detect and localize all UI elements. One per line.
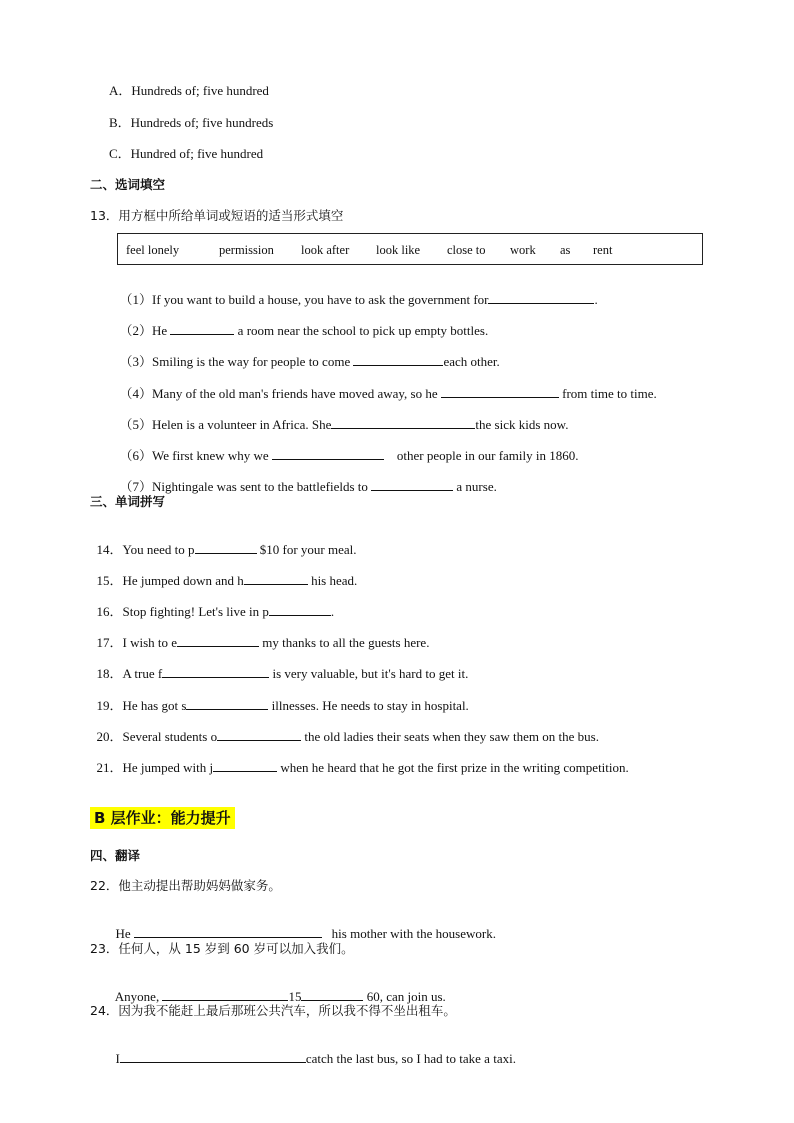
answer-blank[interactable] [162,988,288,1001]
q13-item-5: （5）Helen is a volunteer in Africa. She the sick kids now. [119,417,569,432]
option-b: B．Hundreds of; five hundreds [109,115,274,130]
q13-item-1: （1）If you want to build a house, you have to ask the government for . [119,292,598,307]
question-23-answer-line: Anyone, 15 60, can join us. [114,989,446,1004]
answer-blank[interactable] [186,697,268,710]
answer-blank[interactable] [134,925,322,938]
answer-blank[interactable] [331,416,475,429]
answer-blank[interactable] [353,353,443,366]
spelling-item-14: 14．You need to p $10 for your meal. [96,542,357,557]
answer-blank[interactable] [441,385,559,398]
word-box-item: as [560,243,571,257]
answer-blank[interactable] [272,447,384,460]
spelling-item-20: 20．Several students o the old ladies their seats when they saw them on the bus. [96,729,599,744]
answer-blank[interactable] [371,478,453,491]
option-c: C．Hundred of; five hundred [109,146,264,161]
answer-blank[interactable] [120,1050,306,1063]
word-box-item: look after [301,243,350,257]
spelling-item-15: 15．He jumped down and h his head. [96,573,358,588]
section-title-fill-in: 二、选词填空 [90,177,166,192]
answer-blank[interactable] [162,665,269,678]
answer-blank[interactable] [170,322,234,335]
answer-blank[interactable] [269,603,331,616]
question-24-answer-line: I catch the last bus, so I had to take a taxi. [115,1051,516,1066]
word-box-item: close to [447,243,486,257]
word-box-item: permission [219,243,274,257]
answer-blank[interactable] [217,728,301,741]
question-24-prompt: 24．因为我不能赶上最后那班公共汽车，所以我不得不坐出租车。 [90,1003,456,1018]
word-box-item: rent [593,243,613,257]
answer-blank[interactable] [488,291,594,304]
spelling-item-21: 21．He jumped with j when he heard that he got the first prize in the writing competition. [96,760,629,775]
answer-blank[interactable] [301,988,363,1001]
answer-blank[interactable] [244,572,308,585]
spelling-item-18: 18．A true f is very valuable, but it's hard to get it. [96,666,469,681]
q13-item-2: （2）He a room near the school to pick up empty bottles. [119,323,489,338]
q13-item-4: （4）Many of the old man's friends have moved away, so he from time to time. [119,386,657,401]
answer-blank[interactable] [195,541,257,554]
section-title-spelling: 三、单词拼写 [90,494,166,509]
spelling-item-16: 16．Stop fighting! Let's live in p . [96,604,335,619]
question-22-answer-line: He his mother with the housework. [115,926,496,941]
word-box [117,233,703,265]
word-box-item: work [510,243,536,257]
q13-item-3: （3）Smiling is the way for people to come each other. [119,354,500,369]
option-a: A．Hundreds of; five hundred [109,83,269,98]
question-22-prompt: 22．他主动提出帮助妈妈做家务。 [90,878,281,893]
q13-item-7: （7）Nightingale was sent to the battlefields to a nurse. [119,479,497,494]
section-title-translation: 四、翻译 [90,848,141,863]
q13-item-6: （6）We first knew why we other people in our family in 1860. [119,448,579,463]
question-23-prompt: 23．任何人，从 15 岁到 60 岁可以加入我们。 [90,941,354,956]
layer-b-heading: B 层作业：能力提升 [90,807,235,829]
question-13-stem: 13．用方框中所给单词或短语的适当形式填空 [90,208,344,223]
answer-blank[interactable] [177,634,259,647]
word-box-item: look like [376,243,421,257]
answer-blank[interactable] [213,759,277,772]
spelling-item-17: 17．I wish to e my thanks to all the guests here. [96,635,430,650]
spelling-item-19: 19．He has got s illnesses. He needs to stay in hospital. [96,698,469,713]
word-box-item: feel lonely [126,243,180,257]
